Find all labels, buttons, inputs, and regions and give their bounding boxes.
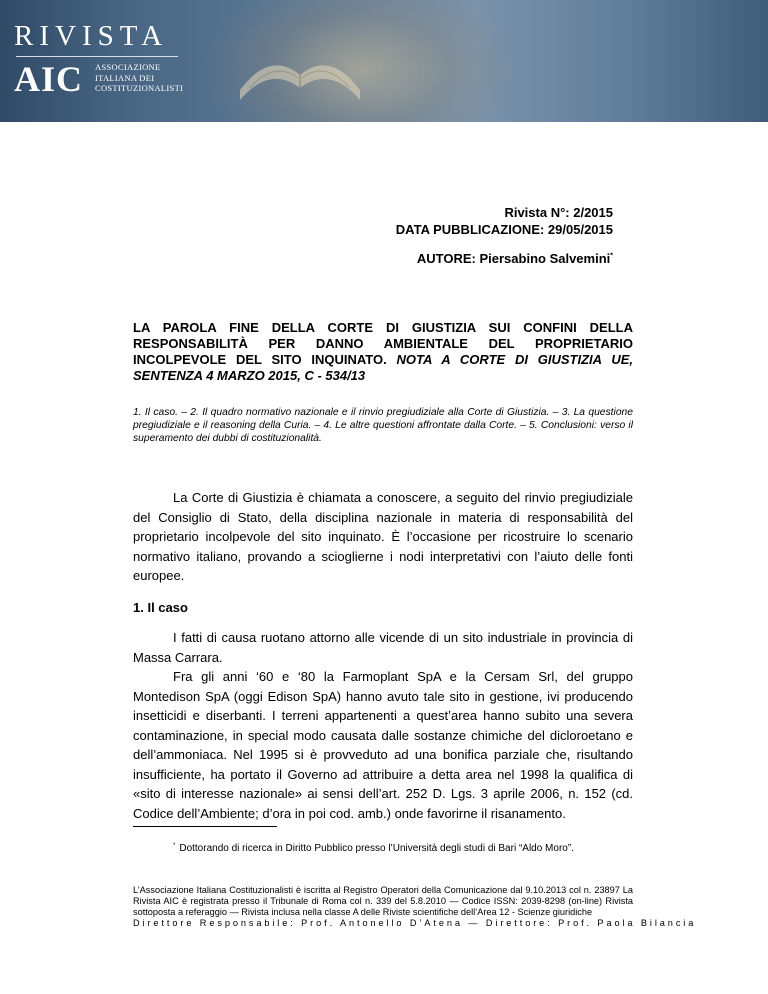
- logo-subtitle-line: COSTITUZIONALISTI: [95, 83, 184, 93]
- author-name: AUTORE: Piersabino Salvemini: [416, 251, 611, 266]
- logo-title: RIVISTA: [14, 20, 169, 52]
- article-title-note: NOTA A CORTE DI GIUSTIZIA UE, SENTENZA 4 MARZO 2015, C - 534/13: [133, 352, 633, 383]
- footnote-text: Dottorando di ricerca in Diritto Pubblico presso l’Università degli studi di Bari “Aldo Moro”.: [179, 843, 574, 854]
- footer-directors: Direttore Responsabile: Prof. Antonello D’Atena — Direttore: Prof. Paola Bilancia: [133, 918, 697, 928]
- section-heading: 1. Il caso: [133, 600, 188, 615]
- logo-divider: [16, 56, 178, 57]
- author-footnote-mark[interactable]: *: [610, 252, 613, 260]
- intro-paragraph: La Corte di Giustizia è chiamata a conoscere, a seguito del rinvio pregiudiziale del Consiglio di Stato, della disciplina nazionale in materia di responsabilità del proprietario incolpevole del sito inquinato. È l’occasione per ricostruire lo scenario normativo italiano, provando a scioglierne i nodi interpretativi con l’aiuto delle fonti europee.: [133, 490, 633, 583]
- footnote-divider: [133, 826, 277, 827]
- page-footer: [133, 885, 697, 929]
- publication-date: DATA PUBBLICAZIONE: 29/05/2015: [395, 222, 613, 237]
- logo-subtitle-line: ITALIANA DEI: [95, 72, 155, 83]
- footnote: [173, 843, 574, 854]
- logo-subtitle-line: ASSOCIAZIONE: [95, 62, 161, 72]
- header-banner: [0, 0, 768, 122]
- table-of-contents: 1. Il caso. – 2. Il quadro normativo nazionale e il rinvio pregiudiziale alla Corte di Giustizia. – 3. La questione pregiudiziale e il reasoning della Curia. – 4. Le altre questioni affrontate dalla Corte. – 5. Conclusioni: verso il superamento dei dubbi di costituzionalità.: [133, 407, 633, 444]
- book-illustration: [230, 30, 370, 110]
- author-line: [417, 251, 613, 266]
- article-title: [133, 320, 633, 384]
- logo-subtitle: [95, 62, 183, 94]
- issue-number: Rivista N°: 2/2015: [504, 205, 613, 220]
- logo-abbreviation: AIC: [14, 59, 84, 99]
- body-paragraph: I fatti di causa ruotano attorno alle vicende di un sito industriale in provincia di Massa Carrara.: [133, 630, 633, 665]
- body-paragraph: Fra gli anni ‘60 e ‘80 la Farmoplant SpA e la Cersam Srl, del gruppo Montedison SpA (oggi Edison SpA) hanno avuto tale sito in gestione, ivi producendo insetticidi e diserbanti. I terreni appartenenti a quest’area hanno subito una severa contaminazione, in special modo causata dalle sostanze chimiche del dicloroetano e dell’ammoniaca. Nel 1995 si è provveduto ad una bonifica parziale che, risultando insufficiente, ha portato il Governo ad attribuire a detta area nel 1998 la qualifica di «sito di interesse nazionale» ai sensi dell’art. 252 D. Lgs. 3 aprile 2006, n. 152 (cd. Codice dell’Ambiente; d’ora in poi cod. amb.) onde favorirne il risanamento.: [133, 669, 633, 821]
- body-text: [133, 628, 633, 823]
- footnote-mark: *: [173, 843, 176, 849]
- article-title-main: LA PAROLA FINE DELLA CORTE DI GIUSTIZIA SUI CONFINI DELLA RESPONSABILITÀ PER DANNO AMBIENTALE DEL PROPRIETARIO INCOLPEVOLE DEL SITO INQUINATO.: [133, 320, 633, 367]
- footer-registration-text: L’Associazione Italiana Costituzionalisti è iscritta al Registro Operatori della Comunicazione dal 9.10.2013 col n. 23897 La Rivista AIC è registrata presso il Tribunale di Roma col n. 339 del 5.8.2010 — Codice ISSN: 2039-8298 (on-line) Rivista sottoposta a referaggio — Rivista inclusa nella classe A delle Riviste scientifiche dell’Area 12 - Scienze giuridiche: [133, 885, 633, 917]
